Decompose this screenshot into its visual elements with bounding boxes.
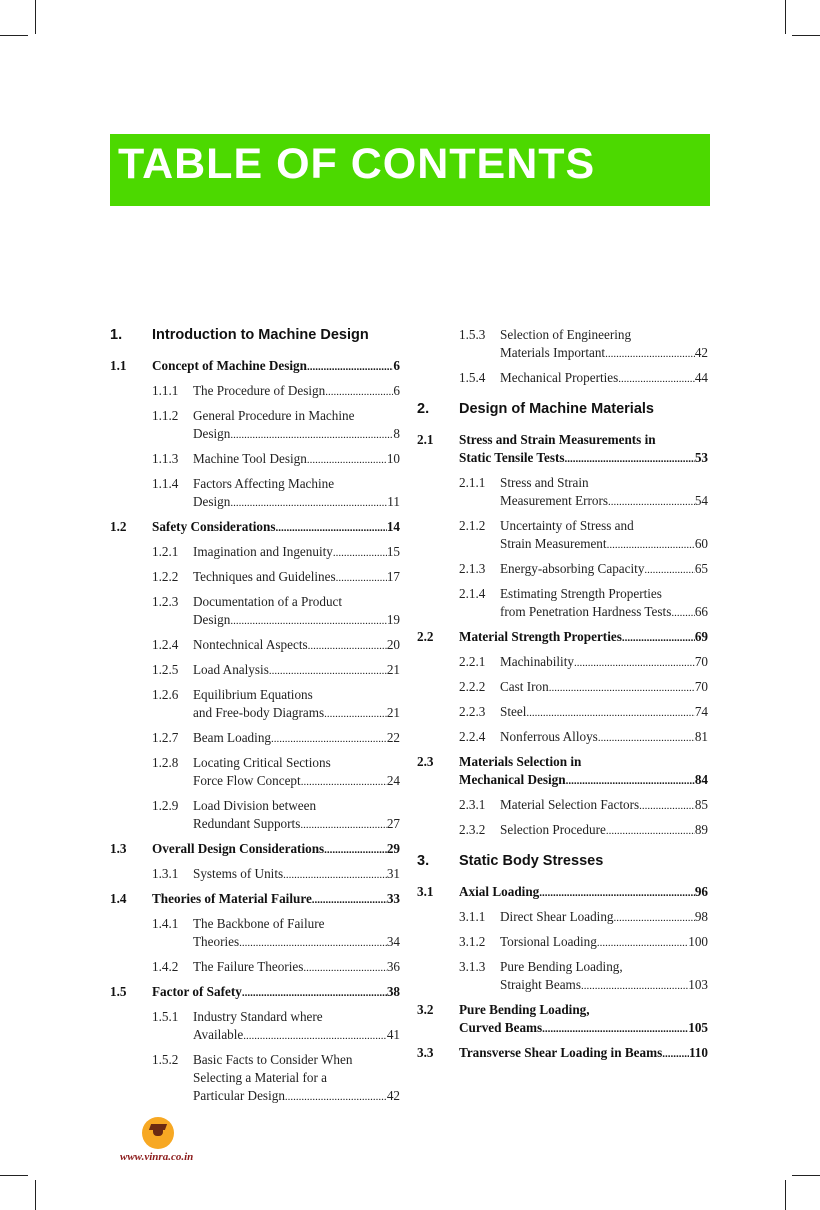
toc-chapter[interactable]	[110, 326, 400, 344]
toc-number: 1.5	[110, 984, 127, 999]
toc-sub[interactable]	[152, 958, 400, 977]
toc-number: 1.5.4	[459, 370, 486, 385]
page-number: 53	[694, 450, 708, 465]
page-number: 11	[387, 494, 400, 509]
toc-title: Static Body Stresses	[459, 853, 604, 869]
toc-title: Energy-absorbing Capacity	[500, 561, 645, 576]
toc-title: Direct Shear Loading	[500, 909, 614, 924]
dot-leader	[608, 492, 695, 511]
toc-sub[interactable]	[152, 1008, 400, 1045]
toc-title: Imagination and Ingenuity	[193, 544, 333, 559]
toc-section[interactable]	[110, 890, 400, 909]
dot-leader	[606, 821, 695, 840]
toc-title: Straight Beams	[500, 977, 581, 992]
toc-number: 2.1.4	[459, 586, 486, 601]
toc-sub[interactable]	[152, 450, 400, 469]
toc-number: 3.3	[417, 1045, 434, 1060]
toc-title: Documentation of a Product	[193, 594, 343, 609]
dot-leader	[300, 815, 386, 834]
toc-number: 1.1.4	[152, 476, 179, 491]
dot-leader	[307, 450, 387, 469]
dot-leader	[269, 661, 387, 680]
toc-title: Machinability	[500, 654, 574, 669]
toc-sub[interactable]	[459, 958, 708, 995]
toc-number: 1.2.2	[152, 569, 179, 584]
crop-mark	[35, 1180, 36, 1210]
toc-sub[interactable]	[459, 369, 708, 388]
toc-number: 2.3.2	[459, 822, 486, 837]
toc-number: 1.2.8	[152, 755, 179, 770]
toc-sub[interactable]	[459, 678, 708, 697]
page-number: 69	[694, 629, 708, 644]
toc-title: Pure Bending Loading,	[500, 959, 623, 974]
toc-section[interactable]	[417, 1044, 708, 1063]
toc-number: 2.3.1	[459, 797, 486, 812]
dot-leader	[239, 933, 387, 952]
dot-leader	[301, 772, 387, 791]
page-number: 74	[694, 704, 708, 719]
toc-title: Overall Design Considerations	[152, 841, 325, 856]
toc-title: Materials Selection in	[459, 754, 582, 769]
toc-sub[interactable]	[152, 865, 400, 884]
toc-sub[interactable]	[152, 915, 400, 952]
toc-sub[interactable]	[459, 474, 708, 511]
page-number: 65	[694, 561, 708, 576]
toc-sub[interactable]	[152, 729, 400, 748]
page-number: 42	[694, 345, 708, 360]
page-number: 21	[386, 705, 400, 720]
dot-leader	[622, 628, 695, 647]
toc-title: Force Flow Concept	[193, 773, 301, 788]
toc-section[interactable]	[110, 357, 400, 376]
toc-title: Factor of Safety	[152, 984, 242, 999]
toc-number: 1.5.1	[152, 1009, 179, 1024]
page-title: TABLE OF CONTENTS	[118, 140, 596, 188]
toc-sub[interactable]	[459, 585, 708, 622]
toc-number: 1.2.5	[152, 662, 179, 677]
dot-leader	[285, 1087, 387, 1106]
page-number: 70	[694, 654, 708, 669]
dot-leader	[243, 1026, 387, 1045]
toc-sub[interactable]	[152, 568, 400, 587]
toc-title: Safety Considerations	[152, 519, 276, 534]
toc-title: Theories of Material Failure	[152, 891, 312, 906]
toc-sub[interactable]	[152, 593, 400, 630]
dot-leader	[526, 703, 694, 722]
crop-mark	[0, 1175, 28, 1176]
page-number: 24	[386, 773, 400, 788]
toc-number: 1.	[110, 327, 123, 343]
toc-number: 1.4	[110, 891, 127, 906]
toc-sub[interactable]	[459, 653, 708, 672]
dot-leader	[303, 958, 386, 977]
toc-title: Techniques and Guidelines	[193, 569, 336, 584]
page-number: 8	[393, 426, 400, 441]
page-number: 14	[386, 519, 400, 534]
toc-title: Machine Tool Design	[193, 451, 307, 466]
dot-leader	[581, 976, 688, 995]
page-number: 21	[386, 662, 400, 677]
page-number: 31	[386, 866, 400, 881]
toc-number: 3.1	[417, 884, 434, 899]
page-number: 34	[386, 934, 400, 949]
toc-number: 3.1.2	[459, 934, 486, 949]
page-number: 105	[688, 1020, 708, 1035]
toc-title: Load Analysis	[193, 662, 269, 677]
toc-title: Design	[193, 494, 231, 509]
toc-number: 3.1.1	[459, 909, 486, 924]
toc-number: 1.5.2	[152, 1052, 179, 1067]
crop-mark	[0, 35, 28, 36]
toc-title: Mechanical Properties	[500, 370, 619, 385]
page-number: 41	[386, 1027, 400, 1042]
page-number: 85	[694, 797, 708, 812]
dot-leader	[307, 357, 393, 376]
toc-number: 1.4.2	[152, 959, 179, 974]
toc-sub[interactable]	[152, 1051, 400, 1106]
dot-leader	[230, 493, 387, 512]
toc-sub[interactable]	[459, 908, 708, 927]
toc-sub[interactable]	[459, 560, 708, 579]
dot-leader	[230, 611, 386, 630]
toc-title: Torsional Loading	[500, 934, 597, 949]
toc-section[interactable]	[417, 883, 708, 902]
toc-title: Material Strength Properties	[459, 629, 622, 644]
toc-title: Measurement Errors	[500, 493, 609, 508]
toc-number: 2.1.3	[459, 561, 486, 576]
toc-section[interactable]	[417, 431, 708, 468]
toc-title: Nonferrous Alloys	[500, 729, 598, 744]
toc-title: Material Selection Factors	[500, 797, 640, 812]
toc-chapter[interactable]	[417, 852, 708, 870]
dot-leader	[565, 449, 695, 468]
dot-leader	[597, 933, 688, 952]
dot-leader	[607, 535, 695, 554]
toc-title: Design	[193, 426, 231, 441]
toc-sub[interactable]	[152, 382, 400, 401]
toc-title: Materials Important	[500, 345, 606, 360]
toc-title: Equilibrium Equations	[193, 687, 313, 702]
page-number: 27	[386, 816, 400, 831]
toc-title: Strain Measurement	[500, 536, 607, 551]
page-number: 60	[694, 536, 708, 551]
toc-title: Theories	[193, 934, 240, 949]
graduation-cap-icon	[142, 1117, 174, 1149]
toc-section[interactable]	[417, 628, 708, 647]
toc-sub[interactable]	[459, 326, 708, 363]
toc-number: 1.1	[110, 358, 127, 373]
page-number: 19	[386, 612, 400, 627]
dot-leader	[566, 771, 695, 790]
toc-number: 1.2	[110, 519, 127, 534]
toc-title: Mechanical Design	[459, 772, 566, 787]
toc-number: 1.2.7	[152, 730, 179, 745]
toc-title: The Procedure of Design	[193, 383, 326, 398]
page-number: 36	[386, 959, 400, 974]
toc-number: 2.2.1	[459, 654, 486, 669]
page-number: 89	[694, 822, 708, 837]
toc-title: Estimating Strength Properties	[500, 586, 662, 601]
page-number: 110	[688, 1045, 708, 1060]
page-number: 66	[694, 604, 708, 619]
toc-title: General Procedure in Machine	[193, 408, 355, 423]
toc-number: 1.1.1	[152, 383, 179, 398]
dot-leader	[618, 369, 695, 388]
toc-number: 1.2.3	[152, 594, 179, 609]
toc-number: 2.1.2	[459, 518, 486, 533]
toc-title: Industry Standard where	[193, 1009, 323, 1024]
dot-leader	[324, 704, 387, 723]
toc-sub[interactable]	[459, 821, 708, 840]
toc-sub[interactable]	[152, 636, 400, 655]
toc-title: Static Tensile Tests	[459, 450, 565, 465]
toc-number: 2.2.3	[459, 704, 486, 719]
page-number: 70	[694, 679, 708, 694]
dot-leader	[336, 568, 387, 587]
toc-number: 1.1.3	[152, 451, 179, 466]
dot-leader	[542, 1019, 688, 1038]
page-number: 42	[386, 1088, 400, 1103]
dot-leader	[662, 1044, 689, 1063]
dot-leader	[308, 636, 387, 655]
page-number: 96	[694, 884, 708, 899]
toc-title: Introduction to Machine Design	[152, 327, 369, 343]
toc-number: 1.4.1	[152, 916, 179, 931]
page-number: 20	[386, 637, 400, 652]
website-link[interactable]: www.vinra.co.in	[120, 1151, 194, 1163]
toc-sub[interactable]	[152, 754, 400, 791]
dot-leader	[312, 890, 387, 909]
toc-title: Basic Facts to Consider When	[193, 1052, 353, 1067]
toc-title: Steel	[500, 704, 527, 719]
page-number: 44	[694, 370, 708, 385]
toc-title: and Free-body Diagrams	[193, 705, 325, 720]
toc-section[interactable]	[110, 983, 400, 1002]
toc-sub[interactable]	[152, 475, 400, 512]
toc-title: Design	[193, 612, 231, 627]
toc-chapter[interactable]	[417, 400, 708, 418]
toc-number: 1.5.3	[459, 327, 486, 342]
toc-title: Locating Critical Sections	[193, 755, 331, 770]
page-number: 6	[393, 383, 400, 398]
page-number: 54	[694, 493, 708, 508]
toc-title: Selecting a Material for a	[193, 1070, 328, 1085]
page-number: 81	[694, 729, 708, 744]
toc-number: 3.	[417, 853, 430, 869]
toc-title: Cast Iron	[500, 679, 549, 694]
toc-sub[interactable]	[152, 686, 400, 723]
toc-title: Curved Beams	[459, 1020, 543, 1035]
toc-sub[interactable]	[459, 796, 708, 815]
dot-leader	[230, 425, 393, 444]
toc-title: Axial Loading	[459, 884, 540, 899]
toc-title: Stress and Strain Measurements in	[459, 432, 656, 447]
toc-section[interactable]	[417, 753, 708, 790]
toc-number: 1.2.6	[152, 687, 179, 702]
dot-leader	[325, 382, 393, 401]
toc-sub[interactable]	[152, 543, 400, 562]
crop-mark	[35, 0, 36, 34]
toc-number: 2.2.4	[459, 729, 486, 744]
page-number: 6	[393, 358, 400, 373]
dot-leader	[605, 344, 695, 363]
dot-leader	[639, 796, 695, 815]
toc-section[interactable]	[110, 518, 400, 537]
toc-title: Load Division between	[193, 798, 317, 813]
dot-leader	[614, 908, 695, 927]
dot-leader	[271, 729, 387, 748]
dot-leader	[671, 603, 694, 622]
toc-number: 3.2	[417, 1002, 434, 1017]
toc-title: The Backbone of Failure	[193, 916, 325, 931]
toc-number: 1.2.4	[152, 637, 179, 652]
page-number: 17	[386, 569, 400, 584]
page-number: 15	[386, 544, 400, 559]
toc-number: 2.1.1	[459, 475, 486, 490]
toc-title: Selection of Engineering	[500, 327, 632, 342]
toc-number: 2.2	[417, 629, 434, 644]
toc-sub[interactable]	[152, 661, 400, 680]
crop-mark	[785, 1180, 786, 1210]
page-number: 100	[688, 934, 708, 949]
dot-leader	[324, 840, 387, 859]
dot-leader	[333, 543, 387, 562]
toc-section[interactable]	[417, 1001, 708, 1038]
toc-sub[interactable]	[459, 517, 708, 554]
toc-title: Particular Design	[193, 1088, 285, 1103]
toc-sub[interactable]	[152, 407, 400, 444]
title-banner	[110, 134, 710, 206]
toc-title: Beam Loading	[193, 730, 272, 745]
crop-mark	[792, 35, 820, 36]
toc-section[interactable]	[110, 840, 400, 859]
toc-title: Systems of Units	[193, 866, 284, 881]
toc-number: 2.2.2	[459, 679, 486, 694]
toc-sub[interactable]	[459, 703, 708, 722]
page-number: 33	[386, 891, 400, 906]
dot-leader	[644, 560, 694, 579]
page-number: 98	[694, 909, 708, 924]
toc-sub[interactable]	[459, 728, 708, 747]
toc-title: from Penetration Hardness Tests	[500, 604, 672, 619]
toc-title: Redundant Supports	[193, 816, 301, 831]
toc-number: 2.3	[417, 754, 434, 769]
toc-number: 1.2.9	[152, 798, 179, 813]
toc-title: The Failure Theories	[193, 959, 304, 974]
crop-mark	[785, 0, 786, 34]
toc-column-right	[417, 326, 708, 1069]
toc-sub[interactable]	[459, 933, 708, 952]
page-number: 22	[386, 730, 400, 745]
dot-leader	[574, 653, 695, 672]
dot-leader	[539, 883, 695, 902]
toc-column-left	[110, 326, 400, 1112]
toc-title: Pure Bending Loading,	[459, 1002, 590, 1017]
crop-mark	[792, 1175, 820, 1176]
dot-leader	[598, 728, 695, 747]
dot-leader	[549, 678, 695, 697]
toc-title: Available	[193, 1027, 244, 1042]
toc-title: Factors Affecting Machine	[193, 476, 335, 491]
toc-number: 1.1.2	[152, 408, 179, 423]
page-number: 38	[386, 984, 400, 999]
toc-title: Selection Procedure	[500, 822, 606, 837]
toc-number: 1.2.1	[152, 544, 179, 559]
page-number: 103	[688, 977, 708, 992]
toc-title: Uncertainty of Stress and	[500, 518, 634, 533]
dot-leader	[283, 865, 387, 884]
toc-number: 1.3	[110, 841, 127, 856]
toc-title: Nontechnical Aspects	[193, 637, 308, 652]
toc-title: Transverse Shear Loading in Beams	[459, 1045, 663, 1060]
toc-sub[interactable]	[152, 797, 400, 834]
toc-number: 2.	[417, 401, 430, 417]
toc-number: 2.1	[417, 432, 434, 447]
toc-number: 3.1.3	[459, 959, 486, 974]
toc-title: Design of Machine Materials	[459, 401, 654, 417]
toc-title: Stress and Strain	[500, 475, 589, 490]
page-number: 84	[694, 772, 708, 787]
toc-number: 1.3.1	[152, 866, 179, 881]
toc-title: Concept of Machine Design	[152, 358, 307, 373]
page-number: 29	[386, 841, 400, 856]
dot-leader	[242, 983, 387, 1002]
dot-leader	[275, 518, 386, 537]
page-number: 10	[386, 451, 400, 466]
